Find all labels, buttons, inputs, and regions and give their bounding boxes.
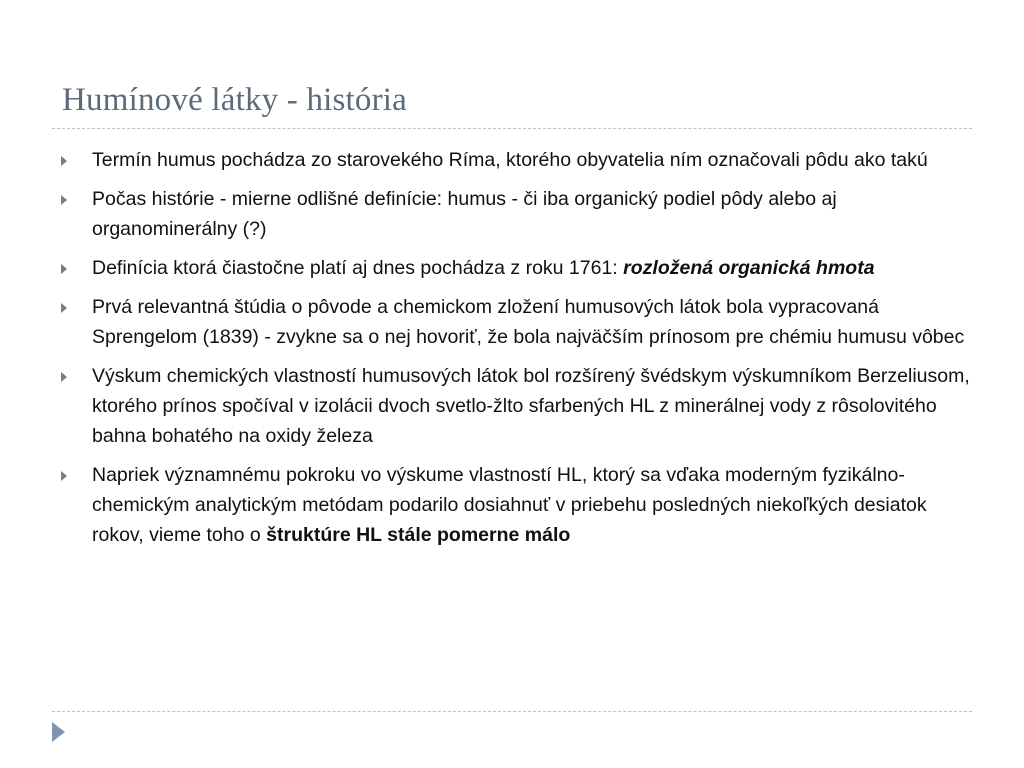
bullet-item [60, 145, 970, 175]
bullet-item [60, 253, 970, 283]
bullet-text: Termín humus pochádza zo starovekého Ríma, ktorého obyvatelia ním označovali pôdu ako takú [92, 149, 928, 171]
bullet-list [60, 145, 970, 559]
title-divider [52, 128, 972, 129]
footer-divider [52, 711, 972, 712]
bullet-triangle-icon [61, 195, 67, 205]
bullet-item [60, 292, 970, 352]
bullet-triangle-icon [61, 303, 67, 313]
bullet-text: Prvá relevantná štúdia o pôvode a chemickom zložení humusových látok bola vypracovaná Sprengelom (1839) - zvykne sa o nej hovoriť, že bola najväčším prínosom pre chémiu humusu vôbec [92, 296, 965, 348]
bullet-text: Výskum chemických vlastností humusových látok bol rozšírený švédskym výskumníkom Berzeliusom, ktorého prínos spočíval v izolácii dvoch svetlo-žlto sfarbených HL z minerálnej vody z rôsolovitého bahna bohatého na oxidy železa [92, 365, 970, 447]
bullet-text: Napriek významnému pokroku vo výskume vlastností HL, ktorý sa vďaka moderným fyzikálno-chemickým analytickým metódam podarilo dosiahnuť v priebehu posledných niekoľkých desiatok rokov, vieme toho o [92, 464, 927, 546]
bullet-triangle-icon [61, 372, 67, 382]
bullet-text: Definícia ktorá čiastočne platí aj dnes pochádza z roku 1761: [92, 257, 624, 279]
bullet-item [60, 184, 970, 244]
play-arrow-icon[interactable] [52, 722, 65, 742]
bullet-triangle-icon [61, 264, 67, 274]
bullet-item [60, 460, 970, 550]
slide-title: Humínové látky - história [62, 82, 408, 118]
bullet-triangle-icon [61, 156, 67, 166]
bullet-emphasis: rozložená organická hmota [623, 257, 875, 279]
bullet-emphasis: štruktúre HL stále pomerne málo [266, 524, 571, 546]
bullet-item [60, 361, 970, 451]
bullet-text: Počas histórie - mierne odlišné definície: humus - či iba organický podiel pôdy alebo aj organominerálny (?) [92, 188, 837, 240]
bullet-triangle-icon [61, 471, 67, 481]
